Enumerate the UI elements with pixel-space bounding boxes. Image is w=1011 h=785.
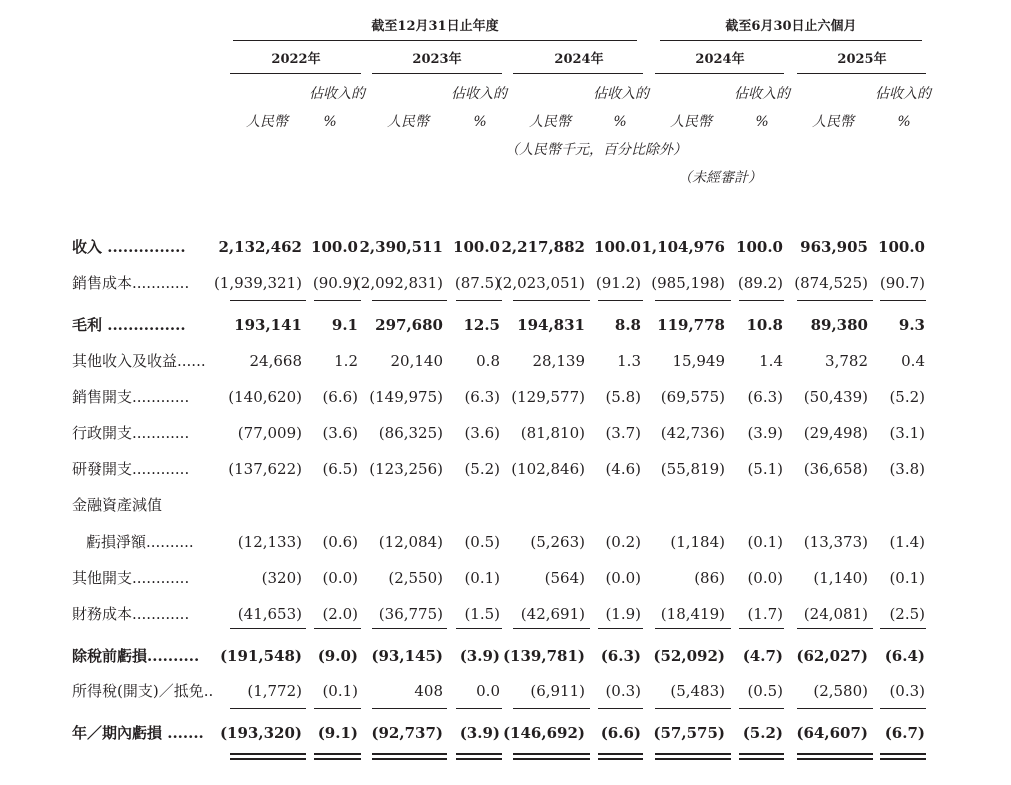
amount-cell: (193,320) [219,724,302,742]
total-double-rule [314,753,361,755]
amount-cell: 2,390,511 [359,238,443,256]
group-underline [233,40,637,41]
pct-header-line2: % [613,114,627,130]
pct-header-line1: 佔收入的 [593,86,649,102]
percent-cell: (4.6) [605,460,641,478]
subtotal-rule [513,300,590,301]
amount-cell: (55,819) [660,460,725,478]
amount-cell: (29,498) [803,424,868,442]
row-label: 年／期內虧損 ....... [72,724,204,742]
percent-cell: (1.7) [747,605,783,623]
amount-cell: (69,575) [660,388,725,406]
amount-cell: (18,419) [660,605,725,623]
total-double-rule [797,753,873,755]
amount-cell: 20,140 [390,352,443,370]
percent-cell: (6.6) [600,724,641,742]
amount-header: 人民幣 [387,114,429,130]
total-double-rule [456,758,502,760]
subtotal-rule [797,300,873,301]
amount-cell: 24,668 [249,352,302,370]
percent-cell: (0.5) [747,682,783,700]
amount-cell: (36,658) [803,460,868,478]
amount-cell: (57,575) [653,724,725,742]
amount-cell: (12,133) [237,533,302,551]
subtotal-rule [513,708,590,709]
percent-cell: 9.1 [331,316,358,334]
percent-cell: (0.1) [464,569,500,587]
amount-cell: 408 [414,682,443,700]
amount-cell: (1,772) [247,682,302,700]
amount-cell: 1,104,976 [641,238,725,256]
percent-cell: (2.5) [889,605,925,623]
amount-header: 人民幣 [670,114,712,130]
year-underline [513,73,643,74]
amount-cell: (77,009) [237,424,302,442]
amount-cell: 963,905 [800,238,868,256]
subtotal-rule [513,628,590,629]
total-double-rule [230,753,306,755]
amount-cell: (2,580) [813,682,868,700]
amount-cell: (42,736) [660,424,725,442]
amount-cell: (985,198) [651,274,725,292]
percent-cell: (0.1) [322,682,358,700]
year-underline [372,73,502,74]
amount-cell: (123,256) [369,460,443,478]
amount-cell: (129,577) [511,388,585,406]
row-label: 金融資產減值 [72,496,163,514]
percent-cell: 0.4 [901,352,925,370]
total-double-rule [598,753,643,755]
amount-cell: 297,680 [375,316,443,334]
percent-cell: (6.5) [322,460,358,478]
amount-cell: (102,846) [511,460,585,478]
percent-cell: (6.3) [464,388,500,406]
amount-cell: (64,607) [796,724,868,742]
unaudited-note: （未經審計） [678,170,762,186]
amount-cell: (81,810) [520,424,585,442]
amount-cell: (86,325) [378,424,443,442]
subtotal-rule [797,708,873,709]
amount-cell: 194,831 [517,316,585,334]
percent-cell: (5.1) [747,460,783,478]
percent-cell: (3.9) [459,647,500,665]
row-label: 毛利 ............... [72,316,186,334]
pct-header-line1: 佔收入的 [734,86,790,102]
percent-cell: (90.7) [879,274,925,292]
total-double-rule [880,753,926,755]
percent-cell: (6.4) [884,647,925,665]
percent-cell: (0.1) [889,569,925,587]
row-label: 財務成本............ [72,605,190,623]
subtotal-rule [372,708,447,709]
amount-cell: (50,439) [803,388,868,406]
percent-cell: (3.7) [605,424,641,442]
percent-cell: (1.4) [889,533,925,551]
year-underline [797,73,926,74]
year-underline [655,73,784,74]
year-header-2023: 2023年 [412,52,462,67]
percent-cell: (0.3) [605,682,641,700]
subtotal-rule [314,708,361,709]
amount-cell: (6,911) [530,682,585,700]
subtotal-rule [797,628,873,629]
pct-header-line2: % [897,114,911,130]
percent-cell: (0.2) [605,533,641,551]
percent-cell: 8.8 [614,316,641,334]
percent-cell: 100.0 [311,238,358,256]
year-underline [230,73,361,74]
subtotal-rule [880,708,926,709]
amount-cell: (149,975) [369,388,443,406]
amount-cell: (2,550) [388,569,443,587]
percent-cell: (5.2) [889,388,925,406]
percent-cell: (2.0) [322,605,358,623]
subtotal-rule [739,300,784,301]
total-double-rule [314,758,361,760]
pct-header-line2: % [755,114,769,130]
group-header-interim: 截至6月30日止六個月 [725,19,857,34]
amount-cell: 2,217,882 [501,238,585,256]
subtotal-rule [880,628,926,629]
percent-cell: 1.3 [617,352,641,370]
amount-cell: (5,483) [670,682,725,700]
amount-header: 人民幣 [529,114,571,130]
amount-cell: (1,140) [813,569,868,587]
row-label: 研發開支............ [72,460,190,478]
percent-cell: (0.0) [747,569,783,587]
percent-cell: (9.1) [317,724,358,742]
amount-cell: (139,781) [502,647,585,665]
amount-header: 人民幣 [812,114,854,130]
percent-cell: 0.0 [476,682,500,700]
percent-cell: (4.7) [742,647,783,665]
amount-cell: (36,775) [378,605,443,623]
percent-cell: (6.7) [884,724,925,742]
unit-note: （人民幣千元，百分比除外） [505,142,687,158]
subtotal-rule [456,708,502,709]
pct-header-line1: 佔收入的 [451,86,507,102]
percent-cell: 100.0 [878,238,925,256]
percent-cell: (6.3) [747,388,783,406]
amount-cell: 193,141 [234,316,302,334]
group-header-annual: 截至12月31日止年度 [371,19,499,34]
percent-cell: (3.8) [889,460,925,478]
total-double-rule [655,758,731,760]
amount-cell: (191,548) [219,647,302,665]
percent-cell: 9.3 [898,316,925,334]
amount-cell: (2,092,831) [354,274,443,292]
row-label: 除稅前虧損.......... [72,647,200,665]
percent-cell: (3.1) [889,424,925,442]
percent-cell: 0.8 [476,352,500,370]
amount-header: 人民幣 [246,114,288,130]
total-double-rule [598,758,643,760]
year-header-2025-interim: 2025年 [837,52,887,67]
percent-cell: (3.9) [459,724,500,742]
total-double-rule [739,753,784,755]
subtotal-rule [739,708,784,709]
subtotal-rule [456,300,502,301]
percent-cell: (1.5) [464,605,500,623]
pct-header-line2: % [473,114,487,130]
percent-cell: (5.8) [605,388,641,406]
amount-cell: 3,782 [825,352,868,370]
total-double-rule [513,758,590,760]
percent-cell: 1.2 [334,352,358,370]
percent-cell: (9.0) [317,647,358,665]
group-underline [660,40,922,41]
subtotal-rule [230,708,306,709]
percent-cell: 100.0 [594,238,641,256]
percent-cell: (91.2) [595,274,641,292]
subtotal-rule [598,300,643,301]
row-label: 行政開支............ [72,424,190,442]
percent-cell: (6.6) [322,388,358,406]
percent-cell: 100.0 [736,238,783,256]
percent-cell: (89.2) [737,274,783,292]
percent-cell: (0.0) [322,569,358,587]
total-double-rule [372,753,447,755]
percent-cell: (0.0) [605,569,641,587]
amount-cell: (92,737) [371,724,443,742]
subtotal-rule [230,628,306,629]
subtotal-rule [598,628,643,629]
subtotal-rule [314,300,361,301]
pct-header-line1: 佔收入的 [309,86,365,102]
year-header-2024-annual: 2024年 [554,52,604,67]
percent-cell: (5.2) [742,724,783,742]
row-label: 其他收入及收益...... [72,352,206,370]
percent-cell: 12.5 [463,316,500,334]
subtotal-rule [372,628,447,629]
total-double-rule [372,758,447,760]
amount-cell: (62,027) [796,647,868,665]
amount-cell: 119,778 [657,316,725,334]
row-label: 銷售成本............ [72,274,190,292]
percent-cell: (0.6) [322,533,358,551]
amount-cell: 2,132,462 [218,238,302,256]
row-label: 收入 ............... [72,238,186,256]
amount-cell: (874,525) [794,274,868,292]
total-double-rule [739,758,784,760]
subtotal-rule [314,628,361,629]
percent-cell: (0.3) [889,682,925,700]
percent-cell: (90.9) [312,274,358,292]
year-header-2024-interim: 2024年 [695,52,745,67]
percent-cell: (3.6) [464,424,500,442]
total-double-rule [655,753,731,755]
amount-cell: (24,081) [803,605,868,623]
percent-cell: 100.0 [453,238,500,256]
subtotal-rule [739,628,784,629]
total-double-rule [797,758,873,760]
subtotal-rule [372,300,447,301]
pct-header-line2: % [323,114,337,130]
amount-cell: 15,949 [672,352,725,370]
subtotal-rule [230,300,306,301]
subtotal-rule [598,708,643,709]
year-header-2022: 2022年 [271,52,321,67]
pct-header-line1: 佔收入的 [875,86,931,102]
row-label: 虧損淨額.......... [86,533,194,551]
amount-cell: (320) [261,569,302,587]
amount-cell: (140,620) [228,388,302,406]
amount-cell: (1,184) [670,533,725,551]
total-double-rule [513,753,590,755]
amount-cell: (52,092) [653,647,725,665]
percent-cell: 1.4 [759,352,783,370]
percent-cell: (0.1) [747,533,783,551]
amount-cell: (5,263) [530,533,585,551]
percent-cell: (0.5) [464,533,500,551]
subtotal-rule [655,300,731,301]
percent-cell: (3.9) [747,424,783,442]
percent-cell: (5.2) [464,460,500,478]
amount-cell: (137,622) [228,460,302,478]
percent-cell: 10.8 [746,316,783,334]
percent-cell: (6.3) [600,647,641,665]
amount-cell: 89,380 [810,316,868,334]
amount-cell: (41,653) [237,605,302,623]
subtotal-rule [655,708,731,709]
total-double-rule [456,753,502,755]
amount-cell: (86) [694,569,725,587]
amount-cell: (1,939,321) [213,274,302,292]
row-label: 其他開支............ [72,569,190,587]
total-double-rule [230,758,306,760]
subtotal-rule [880,300,926,301]
row-label: 所得稅(開支)／抵免.. [72,682,214,700]
amount-cell: (2,023,051) [496,274,585,292]
percent-cell: (3.6) [322,424,358,442]
subtotal-rule [456,628,502,629]
amount-cell: (146,692) [502,724,585,742]
total-double-rule [880,758,926,760]
amount-cell: (13,373) [803,533,868,551]
percent-cell: (87.5) [454,274,500,292]
amount-cell: (42,691) [520,605,585,623]
row-label: 銷售開支............ [72,388,190,406]
percent-cell: (1.9) [605,605,641,623]
amount-cell: (564) [544,569,585,587]
amount-cell: (12,084) [378,533,443,551]
subtotal-rule [655,628,731,629]
amount-cell: (93,145) [371,647,443,665]
amount-cell: 28,139 [532,352,585,370]
